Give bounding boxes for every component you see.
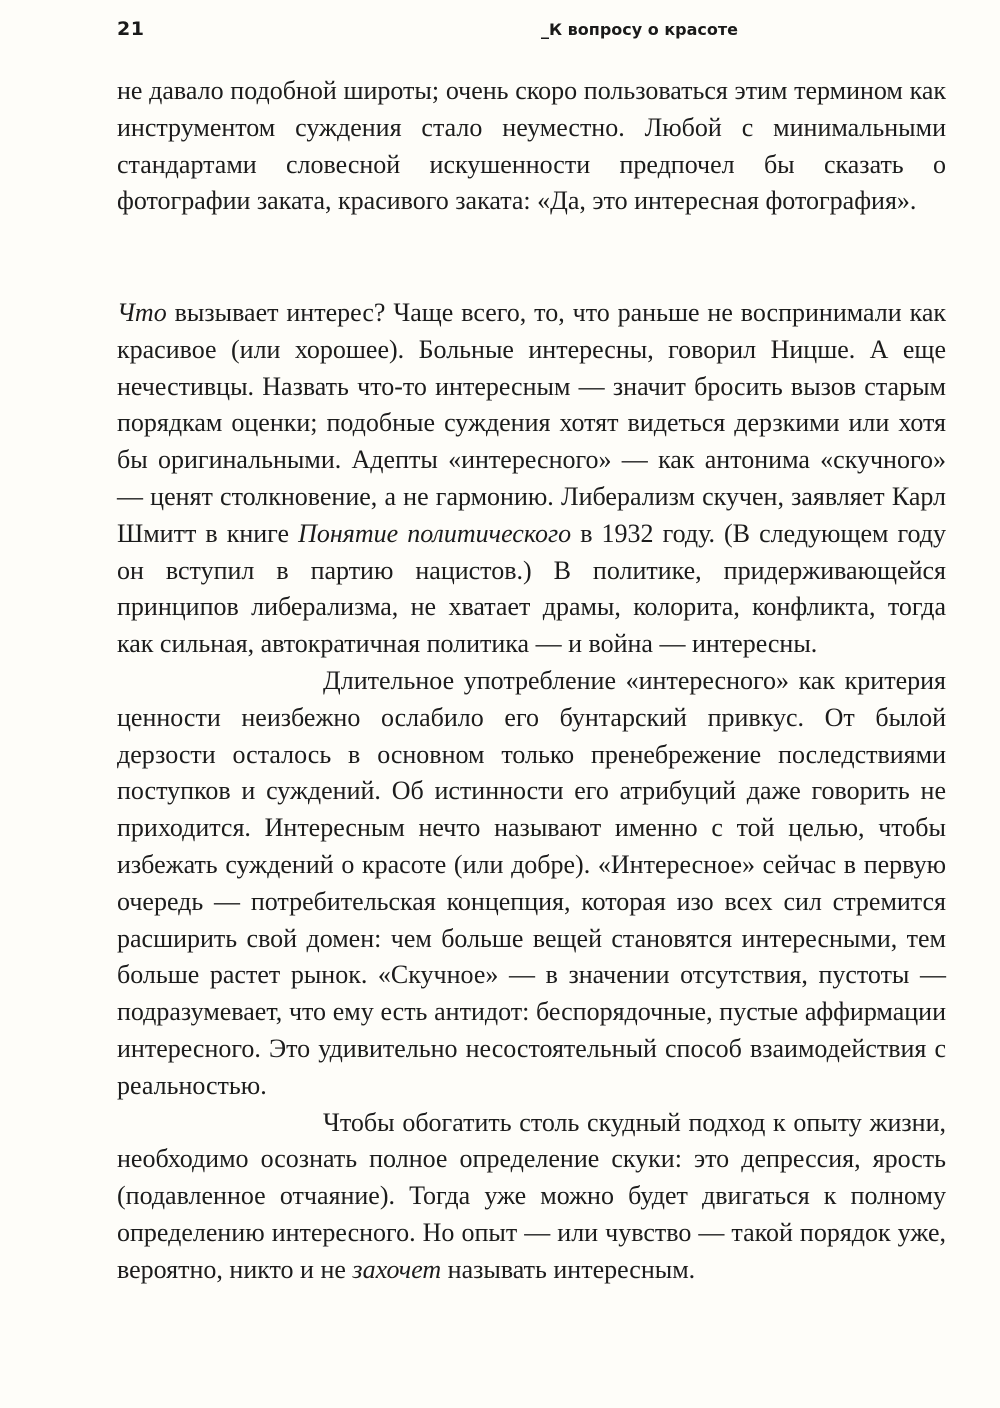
text-section-2	[117, 295, 946, 1289]
book-title: Понятие политического	[298, 518, 572, 548]
paragraph-3	[117, 663, 946, 1105]
paragraph-2-text-end: в 1932 году. (В следующем году он вступил в партию нацистов.) В политике, придерживающейся принципов либерализма, не хватает драмы, колорита, конфликта, тогда как сильная, автократичная политика — и война — интересны.	[117, 518, 947, 659]
emphasis-word: захочет	[352, 1254, 442, 1284]
running-title: _К вопросу о красоте	[541, 20, 739, 39]
paragraph-4-text: Чтобы обогатить столь скудный подход к опыту жизни, необходимо осознать полное определение скуки: это депрессия, ярость (подавленное отчаяние). Тогда уже можно будет двигаться к полному определению интересного. Но опыт — или чувство — такой порядок уже, вероятно, никто и не	[117, 1107, 946, 1284]
text-section-1	[117, 73, 946, 220]
paragraph-2	[117, 295, 946, 663]
paragraph-3-text: Длительное употребление «интересного» как критерия ценности неизбежно ослабило его бунтарский привкус. От былой дерзости осталось в основном только пренебрежение последствиями поступков и суждений. Об истинности его атрибуций даже говорить не приходится. Интересным нечто называют именно с той целью, чтобы избежать суждений о красоте (или добре). «Интересное» сейчас в первую очередь — потребительская концепция, которая изо всех сил стремится расширить свой домен: чем больше вещей становятся интересными, тем больше растет рынок. «Скучное» — в значении отсутствия, пустоты — подразумевает, что ему есть антидот: беспорядочные, пустые аффирмации интересного. Это удивительно несостоятельный способ взаимодействия с реальностью.	[117, 665, 946, 1100]
paragraph-2-text: вызывает интерес? Чаще всего, то, что раньше не воспринимали как красивое (или хорошее). Больные интересны, говорил Ницше. А еще нечестивцы. Назвать что-то интересным — значит бросить вызов старым порядкам оценки; подобные суждения хотят видеться дерзкими или хотя бы оригинальными. Адепты «интересного» — как антонима «скучного» — ценят столкновение, а не гармонию. Либерализм скучен, заявляет Карл Шмитт в книге	[117, 298, 946, 548]
paragraph-4	[117, 1105, 946, 1289]
paragraph-1	[117, 73, 946, 220]
page-number: 21	[117, 18, 145, 40]
lead-italic-word: Что	[117, 298, 167, 327]
paragraph-4-text-end: называть интересным.	[441, 1254, 696, 1284]
paragraph-1-text: не давало подобной широты; очень скоро пользоваться этим термином как инструментом суждения стало неуместно. Любой с минимальными стандартами словесной искушенности предпочел бы сказать о фотографии заката, красивого заката: «Да, это интересная фотография».	[117, 76, 946, 216]
